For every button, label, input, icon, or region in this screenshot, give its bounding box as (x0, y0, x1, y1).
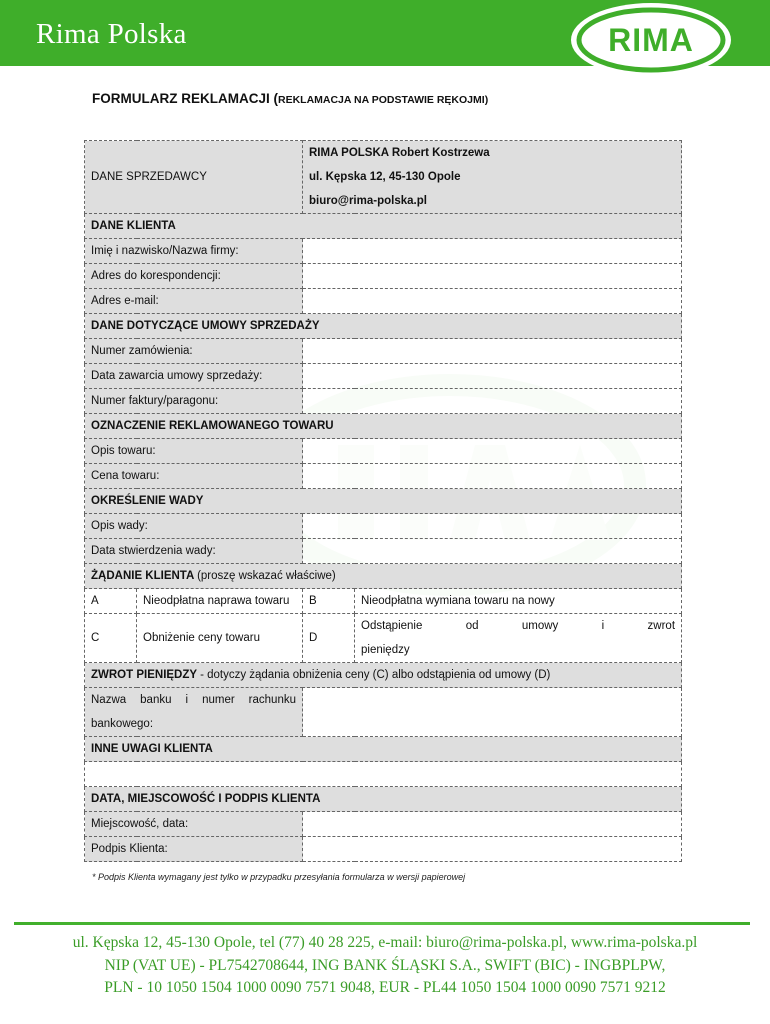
demand-option-a-label: Nieodpłatna naprawa towaru (137, 589, 303, 614)
signature-section-header: DATA, MIEJSCOWOŚĆ I PODPIS KLIENTA (85, 787, 682, 812)
contract-date-label: Data zawarcia umowy sprzedaży: (85, 364, 303, 389)
seller-label: DANE SPRZEDAWCY (85, 141, 303, 214)
contract-date-field[interactable] (303, 364, 682, 389)
client-address-field[interactable] (303, 264, 682, 289)
logo-text: RIMA (608, 22, 694, 58)
defect-section-header: OKREŚLENIE WADY (85, 489, 682, 514)
defect-desc-field[interactable] (303, 514, 682, 539)
client-name-label: Imię i nazwisko/Nazwa firmy: (85, 239, 303, 264)
defect-desc-label: Opis wady: (85, 514, 303, 539)
order-number-label: Numer zamówienia: (85, 339, 303, 364)
demand-section-header: ŻĄDANIE KLIENTA (proszę wskazać właściwe) (85, 564, 682, 589)
form-title: FORMULARZ REKLAMACJI (REKLAMACJA NA PODSTAWIE RĘKOJMI) (92, 91, 489, 106)
demand-option-d-label (355, 614, 682, 663)
complaint-form-table (84, 140, 682, 862)
remarks-field[interactable] (85, 762, 682, 787)
signature-field[interactable] (303, 837, 682, 862)
defect-date-field[interactable] (303, 539, 682, 564)
place-date-field[interactable] (303, 812, 682, 837)
refund-header-note: - dotyczy żądania obniżenia ceny (C) albo odstąpienia od umowy (D) (200, 669, 551, 681)
demand-option-d-line1: Odstąpienie od umowy i zwrot (361, 620, 676, 632)
demand-option-a-box[interactable]: A (85, 589, 137, 614)
footer-address-line: ul. Kępska 12, 45-130 Opole, tel (77) 40 28 225, e-mail: biuro@rima-polska.pl, www.rima-polska.pl (72, 934, 698, 951)
place-date-label: Miejscowość, data: (85, 812, 303, 837)
bank-account-field[interactable] (303, 688, 682, 737)
product-desc-field[interactable] (303, 439, 682, 464)
seller-name: RIMA POLSKA Robert Kostrzewa (309, 147, 490, 159)
client-address-label: Adres do korespondencji: (85, 264, 303, 289)
product-section-header: OZNACZENIE REKLAMOWANEGO TOWARU (85, 414, 682, 439)
signature-footnote: * Podpis Klienta wymagany jest tylko w przypadku przesyłania formularza w wersji papierowej (92, 872, 466, 882)
client-email-field[interactable] (303, 289, 682, 314)
client-name-field[interactable] (303, 239, 682, 264)
product-price-label: Cena towaru: (85, 464, 303, 489)
signature-label: Podpis Klienta: (85, 837, 303, 862)
demand-header-note: (proszę wskazać właściwe) (197, 570, 336, 582)
demand-option-c-label: Obniżenie ceny towaru (137, 614, 303, 663)
demand-option-c-box[interactable]: C (85, 614, 137, 663)
defect-date-label: Data stwierdzenia wady: (85, 539, 303, 564)
demand-option-d-line2: pieniędzy (361, 644, 410, 656)
client-email-label: Adres e-mail: (85, 289, 303, 314)
client-section-header: DANE KLIENTA (85, 214, 682, 239)
remarks-section-header: INNE UWAGI KLIENTA (85, 737, 682, 762)
footer-divider (14, 922, 750, 925)
demand-option-d-box[interactable]: D (303, 614, 355, 663)
demand-option-b-label: Nieodpłatna wymiana towaru na nowy (355, 589, 682, 614)
seller-info (303, 141, 682, 214)
seller-address: ul. Kępska 12, 45-130 Opole (309, 171, 461, 183)
contract-section-header: DANE DOTYCZĄCE UMOWY SPRZEDAŻY (85, 314, 682, 339)
footer-accounts-line: PLN - 10 1050 1504 1000 0090 7571 9048, EUR - PL44 1050 1504 1000 0090 7571 9212 (104, 979, 666, 996)
product-desc-label: Opis towaru: (85, 439, 303, 464)
footer-tax-bank-line: NIP (VAT UE) - PL7542708644, ING BANK ŚLĄSKI S.A., SWIFT (BIC) - INGBPLPW, (104, 956, 666, 974)
order-number-field[interactable] (303, 339, 682, 364)
demand-option-b-box[interactable]: B (303, 589, 355, 614)
seller-email: biuro@rima-polska.pl (309, 195, 427, 207)
bank-account-label: Nazwa banku i numer rachunku bankowego: (85, 688, 303, 737)
company-name: Rima Polska (36, 18, 187, 50)
company-footer (0, 932, 770, 1000)
product-price-field[interactable] (303, 464, 682, 489)
invoice-number-label: Numer faktury/paragonu: (85, 389, 303, 414)
rima-logo (566, 0, 736, 80)
refund-section-header: ZWROT PIENIĘDZY - dotyczy żądania obniżenia ceny (C) albo odstąpienia od umowy (D) (85, 663, 682, 688)
seller-row (85, 141, 682, 214)
invoice-number-field[interactable] (303, 389, 682, 414)
